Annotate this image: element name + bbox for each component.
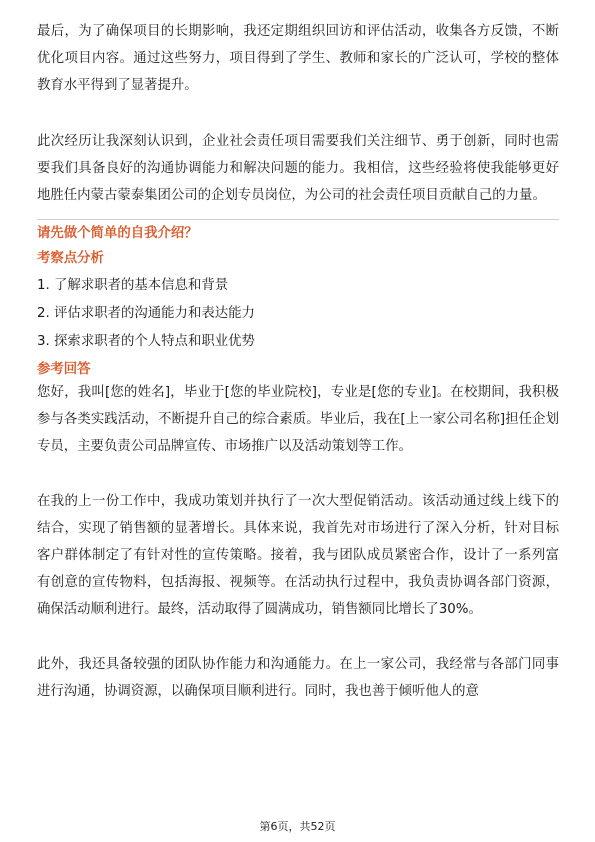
section-divider — [37, 219, 559, 220]
paragraph-spacer — [37, 623, 559, 651]
interview-question: 请先做个简单的自我介绍？ — [37, 226, 198, 241]
answer-paragraph-1: 您好，我叫[您的姓名]，毕业于[您的毕业院校]，专业是[您的专业]。在校期间，我积极参与各类实践活动，不断提升自己的综合素质。毕业后，我在[上一家公司名称]担任企划专员，主要负责公司品牌宣传、市场推广以及活动策划等工作。 — [37, 385, 559, 454]
page-footer: 第6页，共52页 — [259, 820, 336, 833]
answer-heading: 参考回答 — [37, 362, 91, 377]
document-page — [37, 18, 559, 705]
analysis-point: 2. 评估求职者的沟通能力和表达能力 — [37, 306, 255, 321]
answer-paragraph-3: 此外，我还具备较强的团队协作能力和沟通能力。在上一家公司，我经常与各部门同事进行沟通，协调资源，以确保项目顺利进行。同时，我也善于倾听他人的意 — [37, 657, 559, 699]
answer-paragraph-2: 在我的上一份工作中，我成功策划并执行了一次大型促销活动。该活动通过线上线下的结合，实现了销售额的显著增长。具体来说，我首先对市场进行了深入分析，针对目标客户群体制定了有针对性的宣传策略。接着，我与团队成员紧密合作，设计了一系列富有创意的宣传物料，包括海报、视频等。在活动执行过程中，我负责协调各部门资源，确保活动顺利进行。最终，活动取得了圆满成功，销售额同比增长了30%。 — [37, 494, 559, 617]
paragraph-spacer — [37, 99, 559, 128]
analysis-point: 1. 了解求职者的基本信息和背景 — [37, 278, 229, 293]
analysis-list — [37, 272, 559, 356]
intro-paragraph-1: 最后，为了确保项目的长期影响，我还定期组织回访和评估活动，收集各方反馈，不断优化项目内容。通过这些努力，项目得到了学生、教师和家长的广泛认可，学校的整体教育水平得到了显著提升。 — [37, 24, 559, 93]
paragraph-spacer — [37, 460, 559, 488]
analysis-heading: 考察点分析 — [37, 251, 104, 266]
analysis-point: 3. 探索求职者的个人特点和职业优势 — [37, 334, 255, 349]
intro-paragraph-2: 此次经历让我深刻认识到，企业社会责任项目需要我们关注细节、勇于创新，同时也需要我们具备良好的沟通协调能力和解决问题的能力。我相信，这些经验将使我能够更好地胜任内蒙古蒙泰集团公司的企划专员岗位，为公司的社会责任项目贡献自己的力量。 — [37, 134, 559, 203]
